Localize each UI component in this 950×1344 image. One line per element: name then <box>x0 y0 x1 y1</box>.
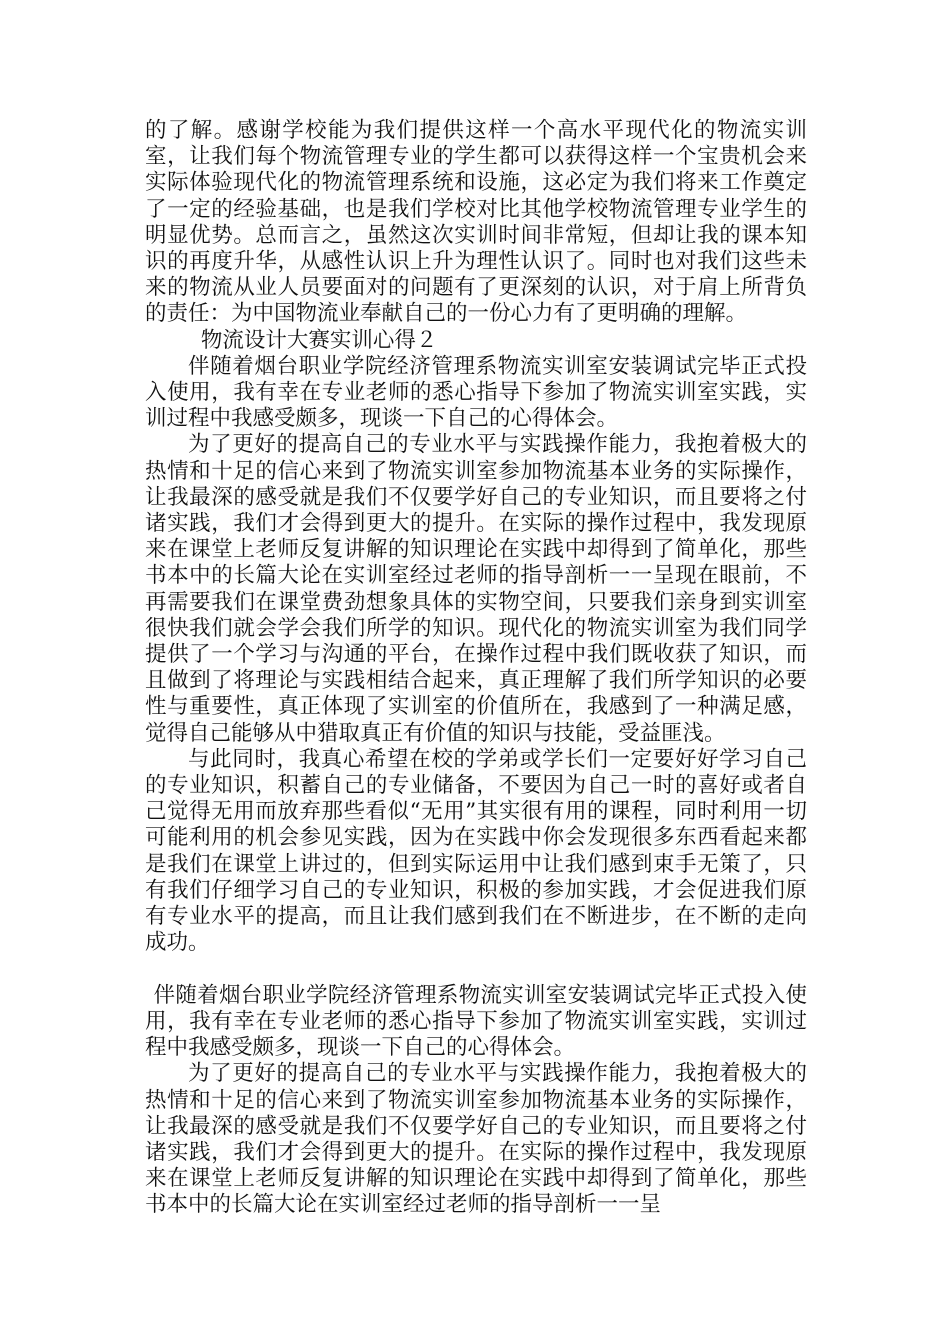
paragraph-intro: 伴随着烟台职业学院经济管理系物流实训室安装调试完毕正式投入使用，我有幸在专业老师的悉心指导下参加了物流实训室实践，实训过程中我感受颇多，现谈一下自己的心得体会。 <box>145 353 807 432</box>
blank-line <box>145 957 807 983</box>
section-heading: 物流设计大赛实训心得２ <box>200 327 438 353</box>
paragraph-practice-repeat: 为了更好的提高自己的专业水平与实践操作能力，我抱着极大的热情和十足的信心来到了物流实训室参加物流基本业务的实际操作，让我最深的感受就是我们不仅要学好自己的专业知识，而且要将之付诸实践，我们才会得到更大的提升。在实际的操作过程中，我发现原来在课堂上老师反复讲解的知识理论在实践中却得到了简单化，那些书本中的长篇大论在实训室经过老师的指导剖析一一呈 <box>145 1061 807 1218</box>
paragraph-intro-repeat: 伴随着烟台职业学院经济管理系物流实训室安装调试完毕正式投入使用，我有幸在专业老师的悉心指导下参加了物流实训室实践，实训过程中我感受颇多，现谈一下自己的心得体会。 <box>145 982 807 1061</box>
paragraph-advice: 与此同时，我真心希望在校的学弟或学长们一定要好好学习自己的专业知识，积蓄自己的专业储备，不要因为自己一时的喜好或者自己觉得无用而放弃那些看似“无用”其实很有用的课程，同时利用一切可能利用的机会参见实践，因为在实践中你会发现很多东西看起来都是我们在课堂上讲过的，但到实际运用中让我们感到束手无策了，只有我们仔细学习自己的专业知识，积极的参加实践，才会促进我们原有专业水平的提高，而且让我们感到我们在不断进步，在不断的走向成功。 <box>145 746 807 956</box>
paragraph-closing-summary: 的了解。感谢学校能为我们提供这样一个高水平现代化的物流实训室，让我们每个物流管理专业的学生都可以获得这样一个宝贵机会来实际体验现代化的物流管理系统和设施，这必定为我们将来工作奠定了一定的经验基础，也是我们学校对比其他学校物流管理专业学生的明显优势。总而言之，虽然这次实训时间非常短，但却让我的课本知识的再度升华，从感性认识上升为理性认识了。同时也对我们这些未来的物流从业人员要面对的问题有了更深刻的认识，对于肩上所背负的责任：为中国物流业奉献自己的一份心力有了更明确的理解。 <box>145 118 807 327</box>
paragraph-practice: 为了更好的提高自己的专业水平与实践操作能力，我抱着极大的热情和十足的信心来到了物流实训室参加物流基本业务的实际操作，让我最深的感受就是我们不仅要学好自己的专业知识，而且要将之付诸实践，我们才会得到更大的提升。在实际的操作过程中，我发现原来在课堂上老师反复讲解的知识理论在实践中却得到了简单化，那些书本中的长篇大论在实训室经过老师的指导剖析一一呈现在眼前，不再需要我们在课堂费劲想象具体的实物空间，只要我们亲身到实训室很快我们就会学会我们所学的知识。现代化的物流实训室为我们同学提供了一个学习与沟通的平台，在操作过程中我们既收获了知识，而且做到了将理论与实践相结合起来，真正理解了我们所学知识的必要性与重要性，真正体现了实训室的价值所在，我感到了一种满足感，觉得自己能够从中猎取真正有价值的知识与技能，受益匪浅。 <box>145 432 807 746</box>
document-body <box>145 118 807 1219</box>
